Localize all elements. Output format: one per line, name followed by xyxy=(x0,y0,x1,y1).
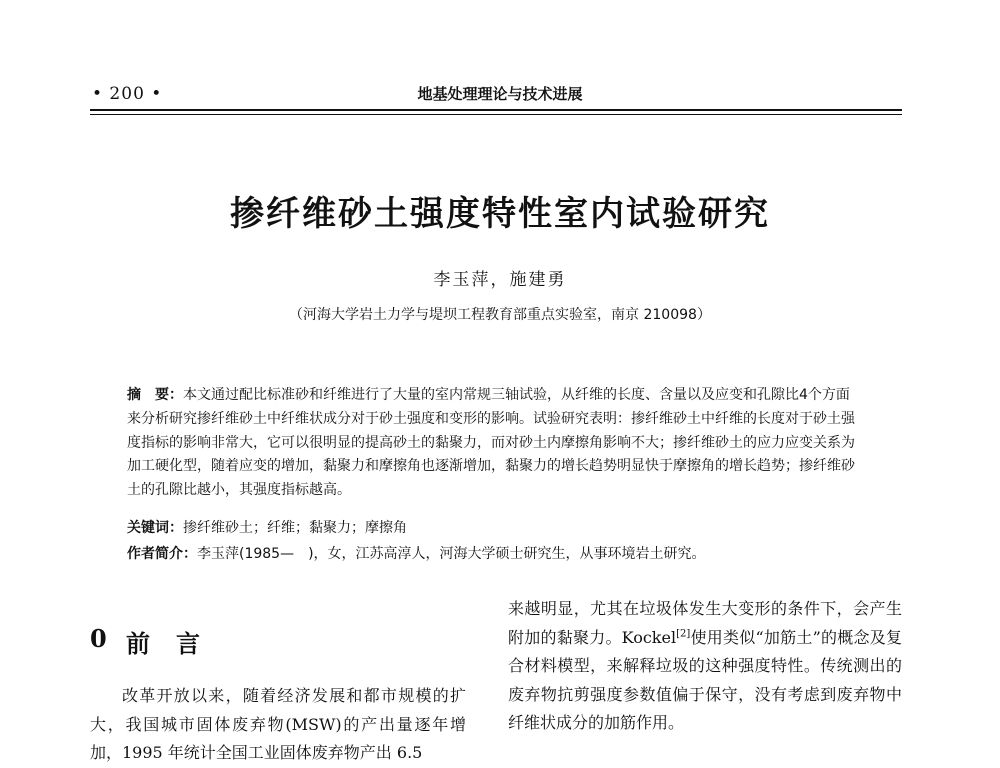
page-number: • 200 • xyxy=(92,84,163,104)
keywords-text: 掺纤维砂土；纤维；黏聚力；摩擦角 xyxy=(183,520,407,536)
abstract xyxy=(127,384,857,503)
section-number: 0 xyxy=(90,624,107,653)
bio-label: 作者简介： xyxy=(127,546,197,562)
section-title: 前言 xyxy=(126,629,226,658)
article-authors: 李玉萍，施建勇 xyxy=(433,270,567,290)
article-title: 掺纤维砂土强度特性室内试验研究 xyxy=(230,194,770,234)
body-text-right-cont: 使用类似“加筋土”的概念及复合材料模型，来解释垃圾的这种强度特性。传统测出的废弃物抗剪强度参数值偏于保守，没有考虑到废弃物中纤维状成分的加筋作用。 xyxy=(508,627,902,732)
body-column-right xyxy=(508,595,902,738)
citation-ref: [2] xyxy=(676,628,691,640)
keywords-label: 关键词： xyxy=(127,520,183,536)
abstract-text: 本文通过配比标准砂和纤维进行了大量的室内常规三轴试验，从纤维的长度、含量以及应变和孔隙比4个方面来分析研究掺纤维砂土中纤维状成分对于砂土强度和变形的影响。试验研究表明：掺纤维砂土中纤维的长度对于砂土强度指标的影响非常大，它可以很明显的提高砂土的黏聚力，而对砂土内摩擦角影响不大；掺纤维砂土的应力应变关系为加工硬化型，随着应变的增加，黏聚力和摩擦角也逐渐增加，黏聚力的增长趋势明显快于摩擦角的增长趋势；掺纤维砂土的孔隙比越小，其强度指标越高。 xyxy=(127,387,855,499)
header-rule-thin xyxy=(90,114,902,115)
running-title: 地基处理理论与技术进展 xyxy=(417,85,583,103)
body-column-left xyxy=(90,682,466,768)
bio-text: 李玉萍(1985— )，女，江苏高淳人，河海大学硕士研究生，从事环境岩土研究。 xyxy=(197,546,706,562)
header-rule-thick xyxy=(90,109,902,111)
article-affiliation: （河海大学岩土力学与堤坝工程教育部重点实验室，南京 210098） xyxy=(289,307,711,323)
author-bio xyxy=(127,543,857,563)
body-text-right: 来越明显，尤其在垃圾体发生大变形的条件下，会产生附加的黏聚力。Kockel xyxy=(508,599,902,647)
body-paragraph: 改革开放以来，随着经济发展和都市规模的扩大，我国城市固体废弃物(MSW)的产出量逐年增加，1995 年统计全国工业固体废弃物产出 6.5 xyxy=(90,686,466,762)
abstract-label: 摘 要： xyxy=(127,387,183,403)
keywords xyxy=(127,517,857,537)
